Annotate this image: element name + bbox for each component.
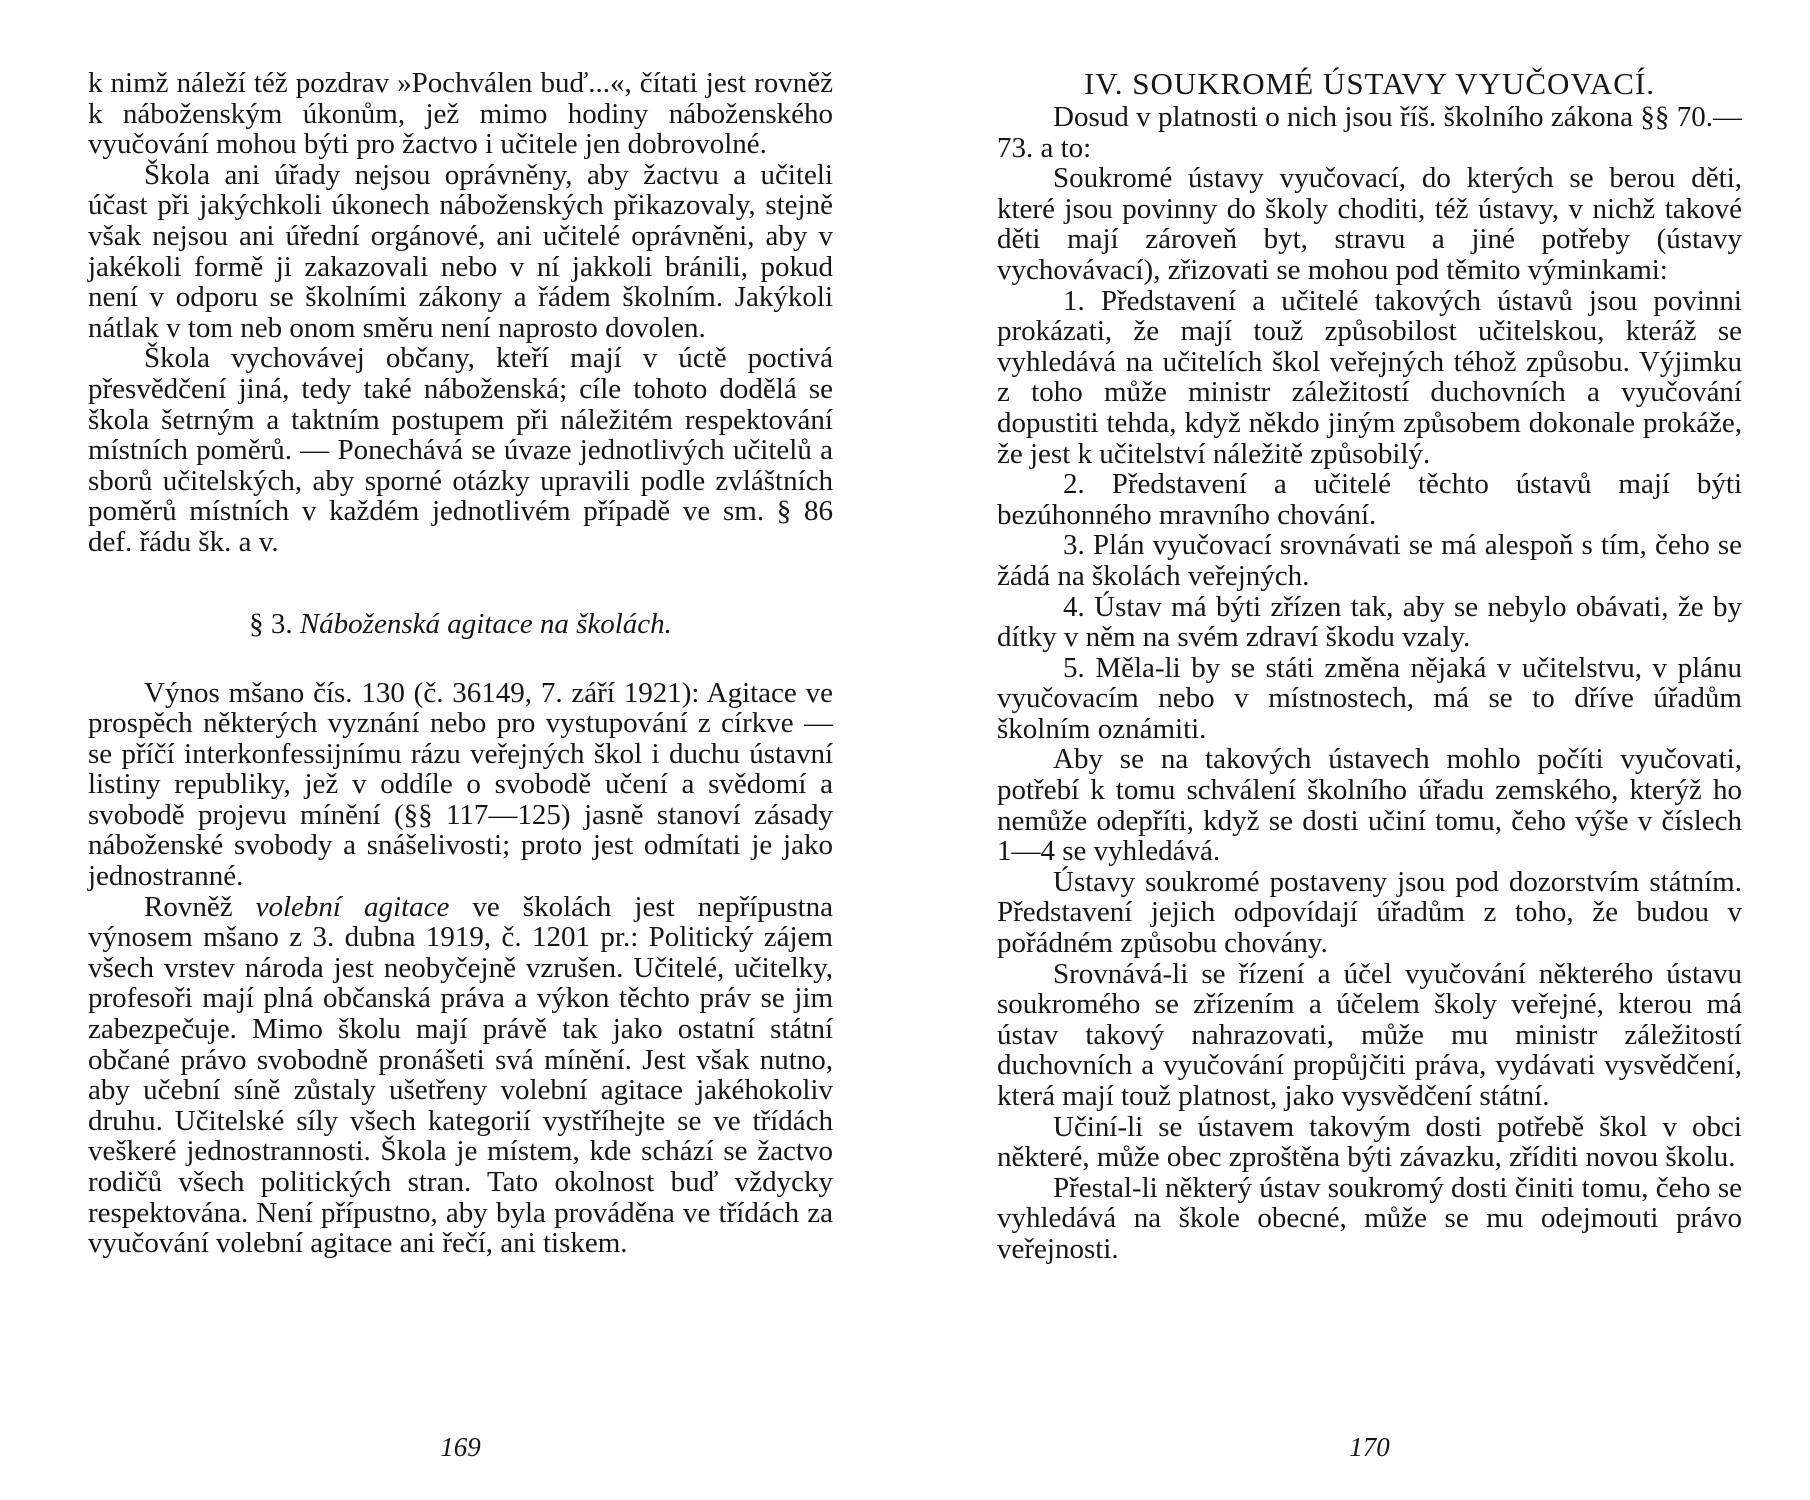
- paragraph: Výnos mšano čís. 130 (č. 36149, 7. září 1921): Agitace ve prospěch některých vyznání nebo pro vystupování z církve — se příčí interkonfessijnímu rázu veřejných škol i duchu ústavní listiny republiky, jež v oddíle o svobodě učení a svědomí a svobodě projevu mínění (§§ 117—125) jasně stanoví zásady náboženské svobody a snášelivosti; proto jest odmítati je jako jednostranné.: [88, 676, 833, 893]
- right-page: [997, 68, 1742, 1265]
- paragraph: Škola ani úřady nejsou oprávněny, aby žactvu a učiteli účast při jakýchkoli úkonech náboženských přikazovaly, stejně však nejsou ani úřední orgánové, ani učitelé oprávněni, aby v jakékoli formě ji zakazovali nebo v ní jakkoli bránili, pokud není v odporu se školními zákony a řádem školním. Jakýkoli nátlak v tom neb onom směru není naprosto dovolen.: [88, 158, 833, 344]
- page-number: 169: [440, 1432, 481, 1462]
- list-item: 2. Představení a učitelé těchto ústavů mají býti bezúhonného mravního chování.: [997, 468, 1742, 531]
- paragraph-lead: Rovněž: [144, 890, 256, 923]
- list-item: 1. Představení a učitelé takových ústavů jsou povinni prokázati, že mají touž způsobilost učitelskou, kteráž se vyhledává na učitelích škol veřejných téhož způsobu. Výjimku z toho může ministr záležitostí duchovních a vyučování dopustiti tehda, když někdo jiným způsobem dokonale prokáže, že jest k učitelství náležitě způsobilý.: [997, 284, 1742, 470]
- paragraph: Srovnává-li se řízení a účel vyučování některého ústavu soukromého se zřízením a účelem školy veřejné, kterou má ústav takový nahrazovati, může mu ministr záležitostí duchovních a vyučování propůjčiti práva, vydávati vysvědčení, která mají touž platnost, jako vysvědčení státní.: [997, 957, 1742, 1112]
- paragraph-rest: ve školách jest nepřípustna výnosem mšano z 3. dubna 1919, č. 1201 pr.: Politický zájem všech vrstev národa jest neobyčejně vzrušen. Učitelé, učitelky, profesoři mají plná občanská práva a výkon těchto práv se jim zabezpečuje. Mimo školu mají právě tak jako ostatní státní občané právo svobodně pronášeti svá mínění. Jest však nutno, aby učební síně zůstaly ušetřeny volební agitace jakéhokoliv druhu. Učitelské síly všech kategorií vystříhejte se ve třídách veškeré jednostrannosti. Škola je místem, kde schází se žactvo rodičů všech politických stran. Tato okolnost buď vždycky respektována. Není přípustno, aby byla prováděna ve třídách za vyučování volební agitace ani řečí, ani tiskem.: [88, 890, 834, 1260]
- paragraph: Přestal-li některý ústav soukromý dosti činiti tomu, čeho se vyhledává na škole obecné, může se mu odejmouti právo veřejnosti.: [997, 1171, 1742, 1265]
- page-number: 170: [1349, 1432, 1390, 1462]
- section-title: [88, 608, 833, 640]
- paragraph-emphasis: volební agitace: [255, 890, 450, 923]
- list-item: 4. Ústav má býti zřízen tak, aby se nebylo obávati, že by dítky v něm na svém zdraví škodu vzaly.: [997, 590, 1742, 654]
- left-page: [88, 68, 833, 1259]
- paragraph: Učiní-li se ústavem takovým dosti potřebě škol v obci některé, může obec zproštěna býti závazku, zříditi novou školu.: [997, 1110, 1742, 1174]
- paragraph: k nimž náleží též pozdrav »Pochválen buď...«, čítati jest rovněž k náboženským úkonům, jež mimo hodiny náboženského vyučování mohou býti pro žactvo i učitele jen dobrovolné.: [88, 67, 833, 161]
- paragraph: Škola vychovávej občany, kteří mají v úctě poctivá přesvědčení jiná, tedy také náboženská; cíle tohoto dodělá se škola šetrným a taktním postupem při náležitém respektování místních poměrů. — Ponechává se úvaze jednotlivých učitelů a sborů učitelských, aby sporné otázky upravili podle zvláštních poměrů místních v každém jednotlivém případě ve sm. § 86 def. řádu šk. a v.: [88, 342, 833, 558]
- list-item: 3. Plán vyučovací srovnávati se má alespoň s tím, čeho se žádá na školách veřejných.: [997, 529, 1742, 592]
- chapter-heading: IV. SOUKROMÉ ÚSTAVY VYUČOVACÍ.: [1084, 66, 1655, 101]
- paragraph: Aby se na takových ústavech mohlo počíti vyučovati, potřebí k tomu schválení školního úřadu zemského, kterýž ho nemůže odepříti, když se dosti učiní tomu, čeho výše v číslech 1—4 se vyhledává.: [997, 743, 1742, 868]
- paragraph: Ústavy soukromé postaveny jsou pod dozorstvím státním. Představení jejich odpovídají úřadům z toho, že budou v pořádném způsobu chovány.: [997, 865, 1742, 960]
- section-title-text: Náboženská agitace na školách.: [299, 607, 672, 640]
- paragraph: Soukromé ústavy vyučovací, do kterých se berou děti, které jsou povinny do školy choditi, též ústavy, v nichž takové děti mají zároveň byt, stravu a jiné potřeby (ústavy vychovávací), zřizovati se mohou pod těmito výminkami:: [997, 162, 1742, 286]
- list-item: 5. Měla-li by se státi změna nějaká v učitelstvu, v plánu vyučovacím nebo v místnostech, má se to dříve úřadům školním oznámiti.: [997, 651, 1742, 745]
- section-number: § 3.: [249, 607, 293, 640]
- paragraph: Dosud v platnosti o nich jsou říš. školního zákona §§ 70.—73. a to:: [997, 101, 1742, 164]
- paragraph: [88, 892, 833, 1259]
